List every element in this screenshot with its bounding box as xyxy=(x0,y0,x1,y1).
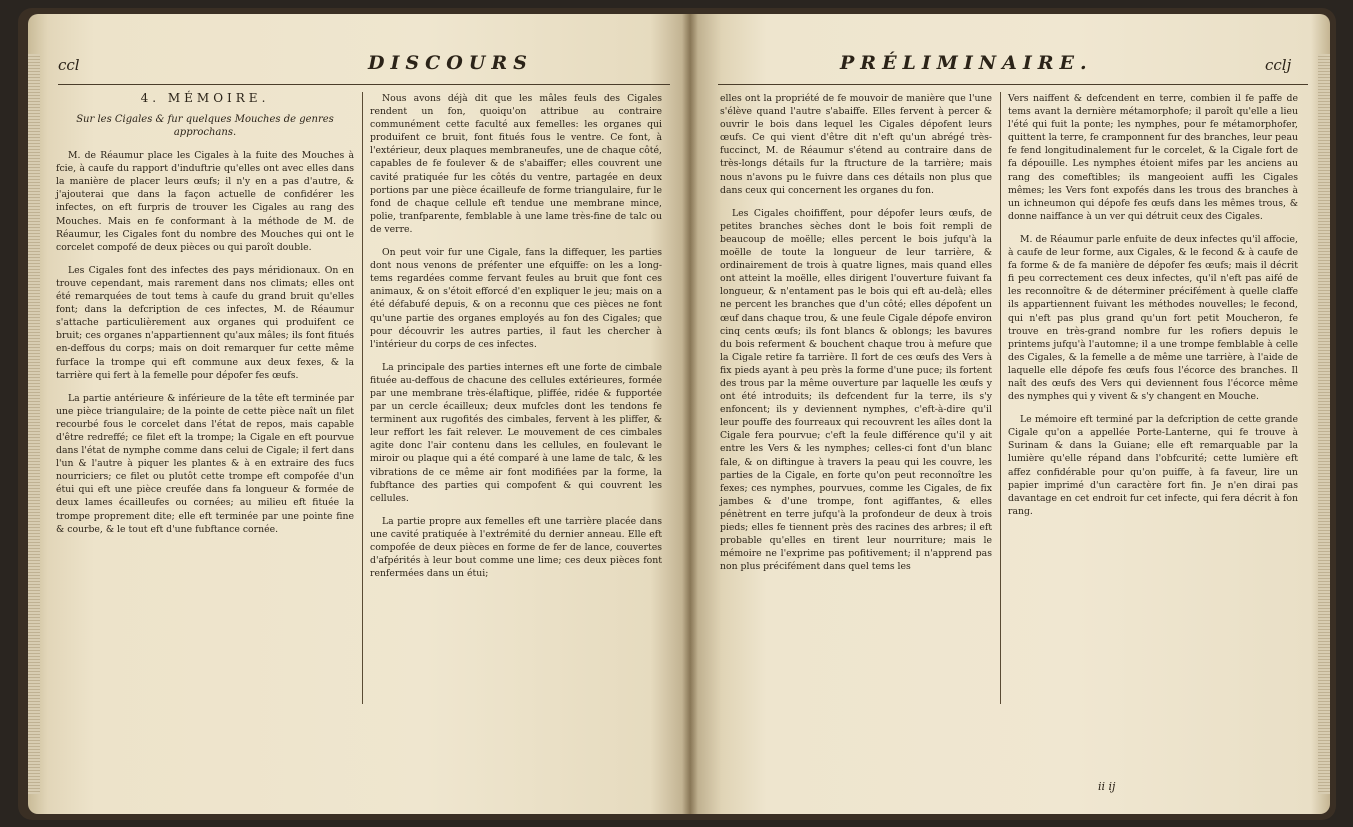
memoire-subtitle: Sur les Cigales & fur quelques Mouches de genres approchans. xyxy=(76,114,334,139)
paragraph: La partie propre aux femelles eft une tarrière placée dans une cavité pratiquée à l'extrémité du dernier anneau. Elle eft compofée de deux pièces en forme de fer de lance, couvertes d'afpérités à leur bout comme une lime; ces deux pièces font renfermées dans un étui; xyxy=(370,515,662,580)
column-divider xyxy=(1000,92,1001,704)
paragraph: Le mémoire eft terminé par la defcription de cette grande Cigale qu'on a appellée Porte-Lanterne, qui fe trouve à Surinam & dans la Guiane; elle eft remarquable par la lumière qu'elle répand dans l'obfcurité; cette lumière eft affez confidérable pour qu'on puiffe, à fa faveur, lire un papier imprimé d'un caractère fort fin. Je n'en dirai pas davantage en cet endroit fur cet infecte, qui fera décrit à fon rang. xyxy=(1008,414,1298,517)
paragraph: La partie antérieure & inférieure de la tête eft terminée par une pièce triangulaire; de la pointe de cette pièce naît un filet recourbé fous le corcelet dans l'état de repos, mais capable d'être redreffé; ce filet eft la trompe; la Cigale en eft pourvue dans l'état de nymphe comme dans celui de Cigale; il fert dans l'un & l'autre à piquer les plantes & à en extraire des fucs nourriciers; ce filet ou plutôt cette trompe eft compofée d'un étui qui eft une pièce creufée dans fa longueur & formée de deux lames écailleufes ou cornées; au milieu eft fituée la trompe proprement dite; elle eft terminée par une pointe fine & courbe, & le tout eft d'une fubftance cornée. xyxy=(56,392,354,535)
book-gutter xyxy=(682,14,698,814)
left-running-head: DISCOURS xyxy=(368,52,533,74)
paragraph: Les Cigales choififfent, pour dépofer leurs œufs, de petites branches sèches dont le bois foit rempli de beaucoup de moëlle; elles percent le bois jufqu'à la moëlle de toute la longueur de leur tarrière, & ordinairement de trois à quatre lignes, mais quand elles ont atteint la moëlle, elles dirigent l'ouverture fuivant fa longueur, & n'entament pas le bois qui eft au-delà; elles ne percent les branches que d'un côté; elles dépofent un œuf dans chaque trou, & une feule Cigale dépofe environ cinq cents œufs; ils font blancs & oblongs; les bavures du bois referment & bouchent chaque trou à mefure que la Cigale retire fa tarrière. Il fort de ces œufs des Vers à fix pieds ayant à peu près la forme d'une puce; ils fortent des trous par la même ouverture par laquelle les œufs y ont été introduits; ils defcendent fur la terre, ils s'y enfoncent; ils y deviennent nymphes, c'eft-à-dire qu'il leur pouffe des fourreaux qui recouvrent les aîles dont la Cigale fera pourvue; c'eft la feule différence qu'il y ait entre les Vers & les nymphes; celles-ci font d'un blanc fale, & on diftingue à travers la peau qui les couvre, les parties de la Cigale, en forte qu'on peut reconnoître les fexes; ces nymphes, pourvues, comme les Cigales, de fix jambes & d'une trompe, font agiffantes, & elles pénètrent en terre jufqu'à la profondeur de deux à trois pieds; elles fe tiennent près des racines des arbres; il eft probable qu'elles en tirent leur nourriture; mais le mémoire ne l'exprime pas pofitivement; il n'apprend pas non plus précifément dans quel tems les xyxy=(720,207,992,573)
page-edges-right xyxy=(1318,54,1330,794)
paragraph: M. de Réaumur parle enfuite de deux infectes qu'il affocie, à caufe de leur forme, aux Cigales, & le fecond & à caufe de fa forme & de fa manière de dépofer fes œufs; mais il décrit fi peu correctement ces deux infectes, qu'il n'eft pas aifé de les reconnoître & de déterminer précifément à quelle claffe ils appartiennent fuivant les méthodes nouvelles; le fecond, qui n'eft pas plus grand qu'un fort petit Moucheron, fe trouve en très-grand nombre fur les rofiers depuis le printems jufqu'à l'automne; il a une trompe femblable à celle des Cigales, & la femelle a de même une tarrière, à l'aide de laquelle elle dépofe fes œufs fous l'écorce des branches. Il naît des œufs des Vers qui deviennent fous l'écorce même des nymphes qui y vivent & s'y changent en Mouche. xyxy=(1008,233,1298,403)
right-running-head: PRÉLIMINAIRE. xyxy=(840,52,1093,74)
left-folio: ccl xyxy=(58,56,80,74)
left-column-1 xyxy=(56,92,354,542)
right-page xyxy=(690,14,1330,814)
paragraph: La principale des parties internes eft une forte de cimbale fituée au-deffous de chacune des cellules extérieures, formée par une membrane très-élaftique, pliffée, ridée & fupportée par un cercle écailleux; deux mufcles dont les tendons fe terminent aux rugofités des cimbales, fervent à les pliffer, & leur reffort les fait relever. Le mouvement de ces cimbales agite donc l'air contenu dans les cellules, en foulevant le miroir ou plaque qui a été comparé à une lame de talc, & les vibrations de ce même air font modifiées par la forme, la fubftance des parties qui compofent & qui couvrent les cellules. xyxy=(370,361,662,504)
page-edges-left xyxy=(28,54,40,794)
memoire-title: 4. MÉMOIRE. xyxy=(140,91,270,105)
right-folio: cclj xyxy=(1265,56,1292,74)
paragraph: M. de Réaumur place les Cigales à la fuite des Mouches à fcie, à caufe du rapport d'induftrie qu'elles ont avec elles dans la manière de placer leurs œufs; il n'y en a pas d'autre, & j'ajouterai que dans la façon actuelle de confidérer les infectes, on eft furpris de trouver les Cigales au rang des Mouches. Mais en fe conformant à la méthode de M. de Réaumur, les Cigales font du nombre des Mouches qui ont le corcelet compofé de deux pièces ou qui paroît double. xyxy=(56,150,354,253)
right-header-rule xyxy=(718,84,1308,85)
left-page xyxy=(28,14,690,814)
paragraph: Nous avons déjà dit que les mâles feuls des Cigales rendent un fon, quoiqu'on attribue au contraire communément cette faculté aux femelles: les organes qui produifent ce bruit, font fitués fous le ventre. Ce font, à l'extérieur, deux plaques membraneufes, une de chaque côté, capables de fe foulever & de s'abaiffer; elles couvrent une cavité pratiquée fur les côtés du ventre, partagée en deux portions par une pièce écailleufe de forme triangulaire, fur le fond de chaque cellule eft tendue une membrane mince, polie, tranfparente, femblable à une lame très-fine de talc ou de verre. xyxy=(370,93,662,235)
right-column-1 xyxy=(720,92,992,579)
column-divider xyxy=(362,92,363,704)
signature-mark: ii ij xyxy=(1098,780,1116,793)
paragraph: Les Cigales font des infectes des pays méridionaux. On en trouve cependant, mais rarement dans nos climats; elles ont été remarquées de tout tems à caufe du grand bruit qu'elles font; dans la defcription de ces infectes, M. de Réaumur s'attache particulièrement aux organes qui produifent ce bruit; ces organes n'appartiennent qu'aux mâles; ils font fitués en-deffous du corps; mais on doit remarquer fur cette même furface la trompe qui eft commune aux deux fexes, & la tarrière qui fert à la femelle pour dépofer fes œufs. xyxy=(56,264,354,381)
left-header-rule xyxy=(58,84,670,85)
paragraph: On peut voir fur une Cigale, fans la diffequer, les parties dont nous venons de préfenter une efquiffe: on les a long-tems regardées comme fervant feules au bruit que font ces animaux, & on s'étoit efforcé d'en expliquer le jeu; mais on a été défabufé depuis, & on a reconnu que ces pièces ne font qu'une partie des organes employés au fon des Cigales; que pour découvrir les autres parties, il faut les chercher à l'intérieur du corps de ces infectes. xyxy=(370,247,662,350)
paragraph: Vers naiffent & defcendent en terre, combien il fe paffe de tems avant la dernière métamorphofe; il paroît qu'elle a lieu l'été qui fuit la ponte; les nymphes, pour fe métamorphofer, quittent la terre, fe cramponnent fur des branches, leur peau fe fend longitudinalement fur le corcelet, & la Cigale fort de fa dépouille. Les nymphes étoient mifes par les anciens au rang des comeftibles; ils mangeoient auffi les Cigales mêmes; les Vers font expofés dans les trous des branches à un ichneumon qui dépofe fes œufs dans les mêmes trous, & donne naiffance à un ver qui détruit ceux des Cigales. xyxy=(1008,93,1298,222)
paragraph: elles ont la propriété de fe mouvoir de manière que l'une s'élève quand l'autre s'abaiffe. Elles fervent à percer & ouvrir le bois dans lequel les Cigales dépofent leurs œufs. Ce qui vient d'être dit n'eft qu'un abrégé très-fuccinct, M. de Réaumur s'étend au contraire dans de très-longs détails fur la ftructure de la tarrière; mais nous n'avons pu le fuivre dans ces détails non plus que dans ceux qui concernent les organes du fon. xyxy=(720,93,992,196)
left-column-2 xyxy=(370,92,662,586)
right-column-2 xyxy=(1008,92,1298,524)
